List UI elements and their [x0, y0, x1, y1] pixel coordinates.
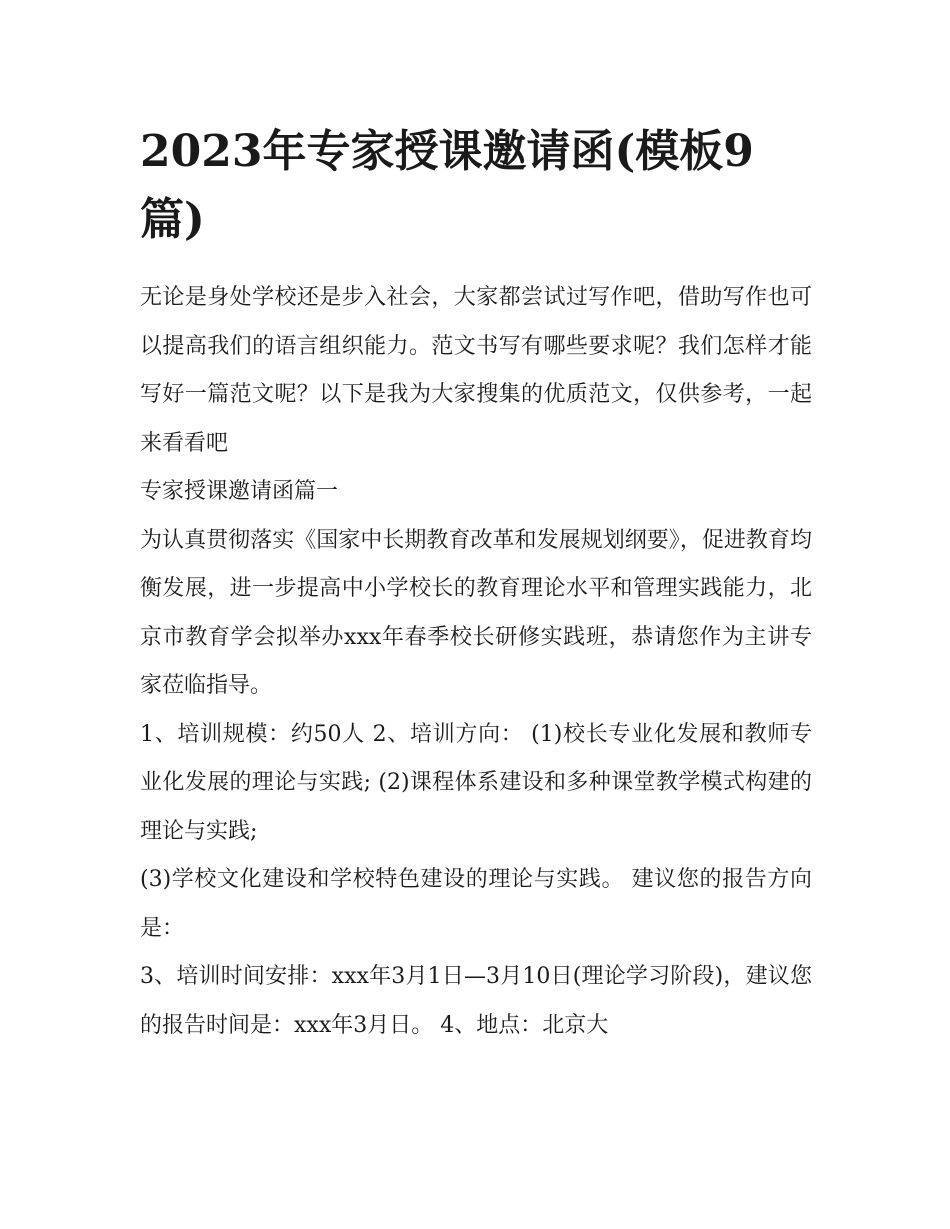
document-page [140, 118, 812, 1050]
body-paragraph: (3)学校文化建设和学校特色建设的理论与实践。 建议您的报告方向是： [140, 867, 812, 941]
body-paragraph: 1、培训规模：约50人 2、培训方向： (1)校长专业化发展和教师专业化发展的理论与实践; (2)课程体系建设和多种课堂教学模式构建的理论与实践; [140, 721, 812, 844]
intro-paragraph: 无论是身处学校还是步入社会，大家都尝试过写作吧，借助写作也可以提高我们的语言组织能力。范文书写有哪些要求呢？我们怎样才能写好一篇范文呢？以下是我为大家搜集的优质范文，仅供参考，一起来看看吧 [140, 285, 812, 456]
section-heading: 专家授课邀请函篇一 [140, 479, 339, 504]
document-title: 2023年专家授课邀请函(模板9篇) [140, 126, 754, 245]
body-paragraph: 3、培训时间安排：xxx年3月1日—3月10日(理论学习阶段)，建议您的报告时间是：xxx年3月日。 4、地点：北京大 [140, 964, 812, 1038]
body-paragraph: 为认真贯彻落实《国家中长期教育改革和发展规划纲要》，促进教育均衡发展，进一步提高中小学校长的教育理论水平和管理实践能力，北京市教育学会拟举办xxx年春季校长研修实践班，恭请您作为主讲专家莅临指导。 [140, 527, 812, 698]
